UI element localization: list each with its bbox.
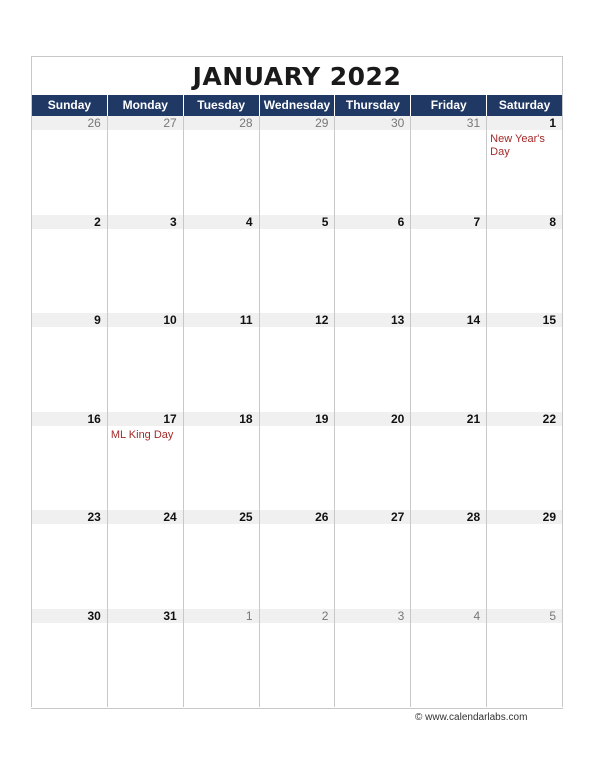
day-cell[interactable] [334, 215, 410, 314]
day-number: 30 [335, 116, 410, 130]
day-cell-adjacent-month[interactable] [410, 116, 486, 215]
day-number: 28 [184, 116, 259, 130]
day-number: 12 [260, 313, 335, 327]
weekday-tuesday: Tuesday [183, 95, 259, 116]
day-number: 2 [32, 215, 107, 229]
day-number: 5 [260, 215, 335, 229]
day-number: 26 [260, 510, 335, 524]
day-cell[interactable] [410, 510, 486, 609]
day-number: 3 [335, 609, 410, 623]
day-number: 5 [487, 609, 562, 623]
day-cell[interactable] [107, 215, 183, 314]
day-number: 21 [411, 412, 486, 426]
day-number: 4 [411, 609, 486, 623]
day-number: 17 [108, 412, 183, 426]
day-number: 22 [487, 412, 562, 426]
day-cell[interactable] [486, 313, 562, 412]
day-cell-adjacent-month[interactable] [107, 116, 183, 215]
day-number: 27 [108, 116, 183, 130]
day-number: 19 [260, 412, 335, 426]
calendar-sheet [31, 56, 563, 707]
day-number: 16 [32, 412, 107, 426]
day-number: 1 [184, 609, 259, 623]
day-number: 20 [335, 412, 410, 426]
day-number: 23 [32, 510, 107, 524]
day-cell[interactable] [259, 215, 335, 314]
day-number: 4 [184, 215, 259, 229]
day-number: 27 [335, 510, 410, 524]
day-cell[interactable] [183, 215, 259, 314]
weekday-friday: Friday [410, 95, 486, 116]
day-number: 3 [108, 215, 183, 229]
week-row [32, 215, 562, 314]
day-number: 28 [411, 510, 486, 524]
day-cell[interactable] [486, 510, 562, 609]
day-number: 25 [184, 510, 259, 524]
day-number: 24 [108, 510, 183, 524]
day-number: 29 [260, 116, 335, 130]
day-cell[interactable] [486, 116, 562, 215]
weekday-header [32, 95, 562, 116]
day-cell-adjacent-month[interactable] [259, 609, 335, 708]
calendar-grid [32, 116, 562, 707]
day-cell[interactable] [334, 510, 410, 609]
day-cell[interactable] [183, 313, 259, 412]
weekday-wednesday: Wednesday [259, 95, 335, 116]
day-cell[interactable] [410, 215, 486, 314]
week-row [32, 313, 562, 412]
day-cell-adjacent-month[interactable] [259, 116, 335, 215]
day-number: 9 [32, 313, 107, 327]
day-number: 10 [108, 313, 183, 327]
day-cell-adjacent-month[interactable] [183, 609, 259, 708]
footer-credit: © www.calendarlabs.com [415, 712, 528, 723]
week-row [32, 609, 562, 708]
day-cell[interactable] [259, 412, 335, 511]
calendar-title: JANUARY 2022 [192, 62, 402, 91]
week-row [32, 412, 562, 511]
day-cell[interactable] [32, 412, 107, 511]
day-number: 2 [260, 609, 335, 623]
day-cell[interactable] [334, 412, 410, 511]
day-cell[interactable] [334, 313, 410, 412]
day-cell-adjacent-month[interactable] [334, 609, 410, 708]
day-cell[interactable] [410, 412, 486, 511]
day-cell-adjacent-month[interactable] [410, 609, 486, 708]
holiday-label: New Year's Day [490, 133, 545, 158]
day-number: 31 [108, 609, 183, 623]
day-number: 15 [487, 313, 562, 327]
day-cell[interactable] [32, 510, 107, 609]
day-number: 8 [487, 215, 562, 229]
week-row [32, 116, 562, 215]
day-cell-adjacent-month[interactable] [334, 116, 410, 215]
weekday-saturday: Saturday [486, 95, 562, 116]
day-number: 31 [411, 116, 486, 130]
weekday-monday: Monday [107, 95, 183, 116]
day-cell-adjacent-month[interactable] [32, 116, 107, 215]
day-cell[interactable] [486, 412, 562, 511]
day-cell[interactable] [107, 609, 183, 708]
day-cell[interactable] [107, 412, 183, 511]
weekday-sunday: Sunday [47, 98, 92, 112]
weekday-thursday: Thursday [334, 95, 410, 116]
day-number: 18 [184, 412, 259, 426]
day-cell[interactable] [410, 313, 486, 412]
day-cell[interactable] [107, 510, 183, 609]
day-cell[interactable] [259, 510, 335, 609]
day-cell[interactable] [32, 609, 107, 708]
day-number: 26 [32, 116, 107, 130]
day-number: 29 [487, 510, 562, 524]
week-row [32, 510, 562, 609]
day-number: 14 [411, 313, 486, 327]
day-cell[interactable] [183, 412, 259, 511]
day-number: 7 [411, 215, 486, 229]
holiday-label: ML King Day [110, 428, 174, 441]
day-cell-adjacent-month[interactable] [183, 116, 259, 215]
day-number: 1 [487, 116, 562, 130]
day-cell[interactable] [486, 215, 562, 314]
day-cell[interactable] [183, 510, 259, 609]
day-cell[interactable] [259, 313, 335, 412]
day-cell-adjacent-month[interactable] [486, 609, 562, 708]
day-number: 30 [32, 609, 107, 623]
day-number: 11 [184, 313, 259, 327]
day-cell[interactable] [32, 313, 107, 412]
day-number: 13 [335, 313, 410, 327]
grid-bottom-border [31, 708, 563, 709]
day-cell[interactable] [107, 313, 183, 412]
day-cell[interactable] [32, 215, 107, 314]
day-number: 6 [335, 215, 410, 229]
